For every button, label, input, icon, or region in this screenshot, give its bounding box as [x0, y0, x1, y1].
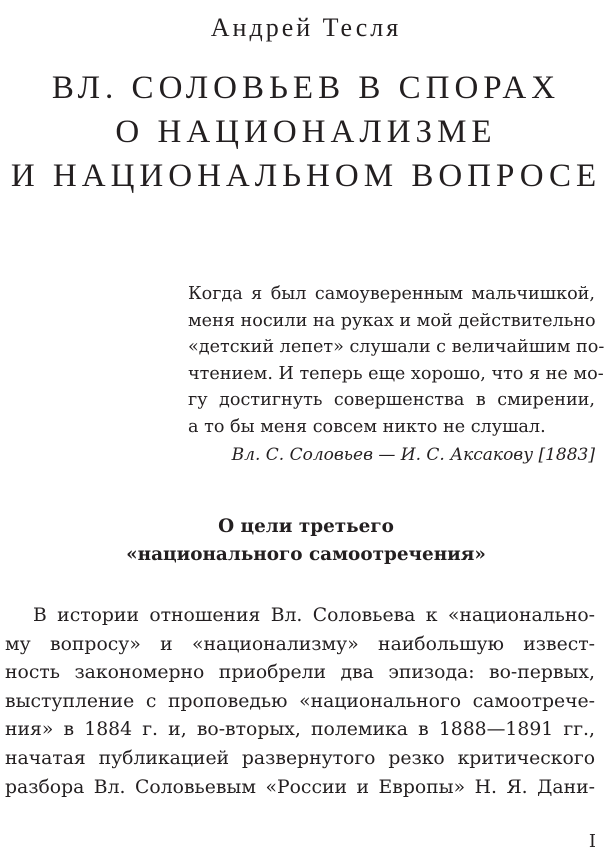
epigraph-line: чтением. И теперь еще хорошо, что я не мо- — [188, 363, 604, 384]
page-number: I — [588, 831, 596, 852]
body-line: разбора Вл. Соловьевым «России и Европы» Н. Я. Дани- — [5, 776, 595, 798]
body-line: В истории отношения Вл. Соловьева к «национально- — [33, 605, 595, 626]
section-heading-line: «национального самоотречения» — [126, 544, 486, 565]
body-line: выступление с проповедью «национального самоотрече- — [5, 690, 595, 712]
epigraph-line: а то бы меня совсем никто не слушал. — [188, 416, 546, 437]
author-name: Андрей Тесля — [210, 13, 402, 42]
epigraph-line: Когда я был самоуверенным мальчишкой, — [188, 284, 595, 304]
body-line: ния» в 1884 г. и, во-вторых, полемика в 1888—1891 гг., — [5, 719, 595, 741]
body-line: ность закономерно приобрели два эпизода: во-первых, — [5, 662, 595, 684]
chapter-title-line: ВЛ. СОЛОВЬЕВ В СПОРАХ — [51, 70, 561, 106]
chapter-title — [0, 66, 612, 198]
chapter-title-line: И НАЦИОНАЛЬНОМ ВОПРОСЕ — [10, 158, 602, 194]
epigraph-line: «детский лепет» слушали с величайшим по- — [188, 337, 605, 357]
epigraph-line: меня носили на руках и мой действительно — [188, 310, 596, 331]
body-line: начатая публикацией развернутого резко критического — [5, 747, 595, 769]
chapter-title-line: О НАЦИОНАЛИЗМЕ — [115, 114, 497, 150]
epigraph-line: гу достигнуть совершенства в смирении, — [188, 390, 595, 410]
epigraph-attribution: Вл. С. Соловьев — И. С. Аксакову [1883] — [231, 445, 595, 465]
body-paragraph — [5, 602, 595, 802]
section-heading — [0, 513, 612, 569]
body-line: му вопросу» и «национализму» наибольшую извест- — [5, 633, 595, 655]
epigraph-quote — [188, 281, 605, 440]
epigraph — [188, 281, 605, 468]
section-heading-line: О цели третьего — [218, 516, 394, 537]
